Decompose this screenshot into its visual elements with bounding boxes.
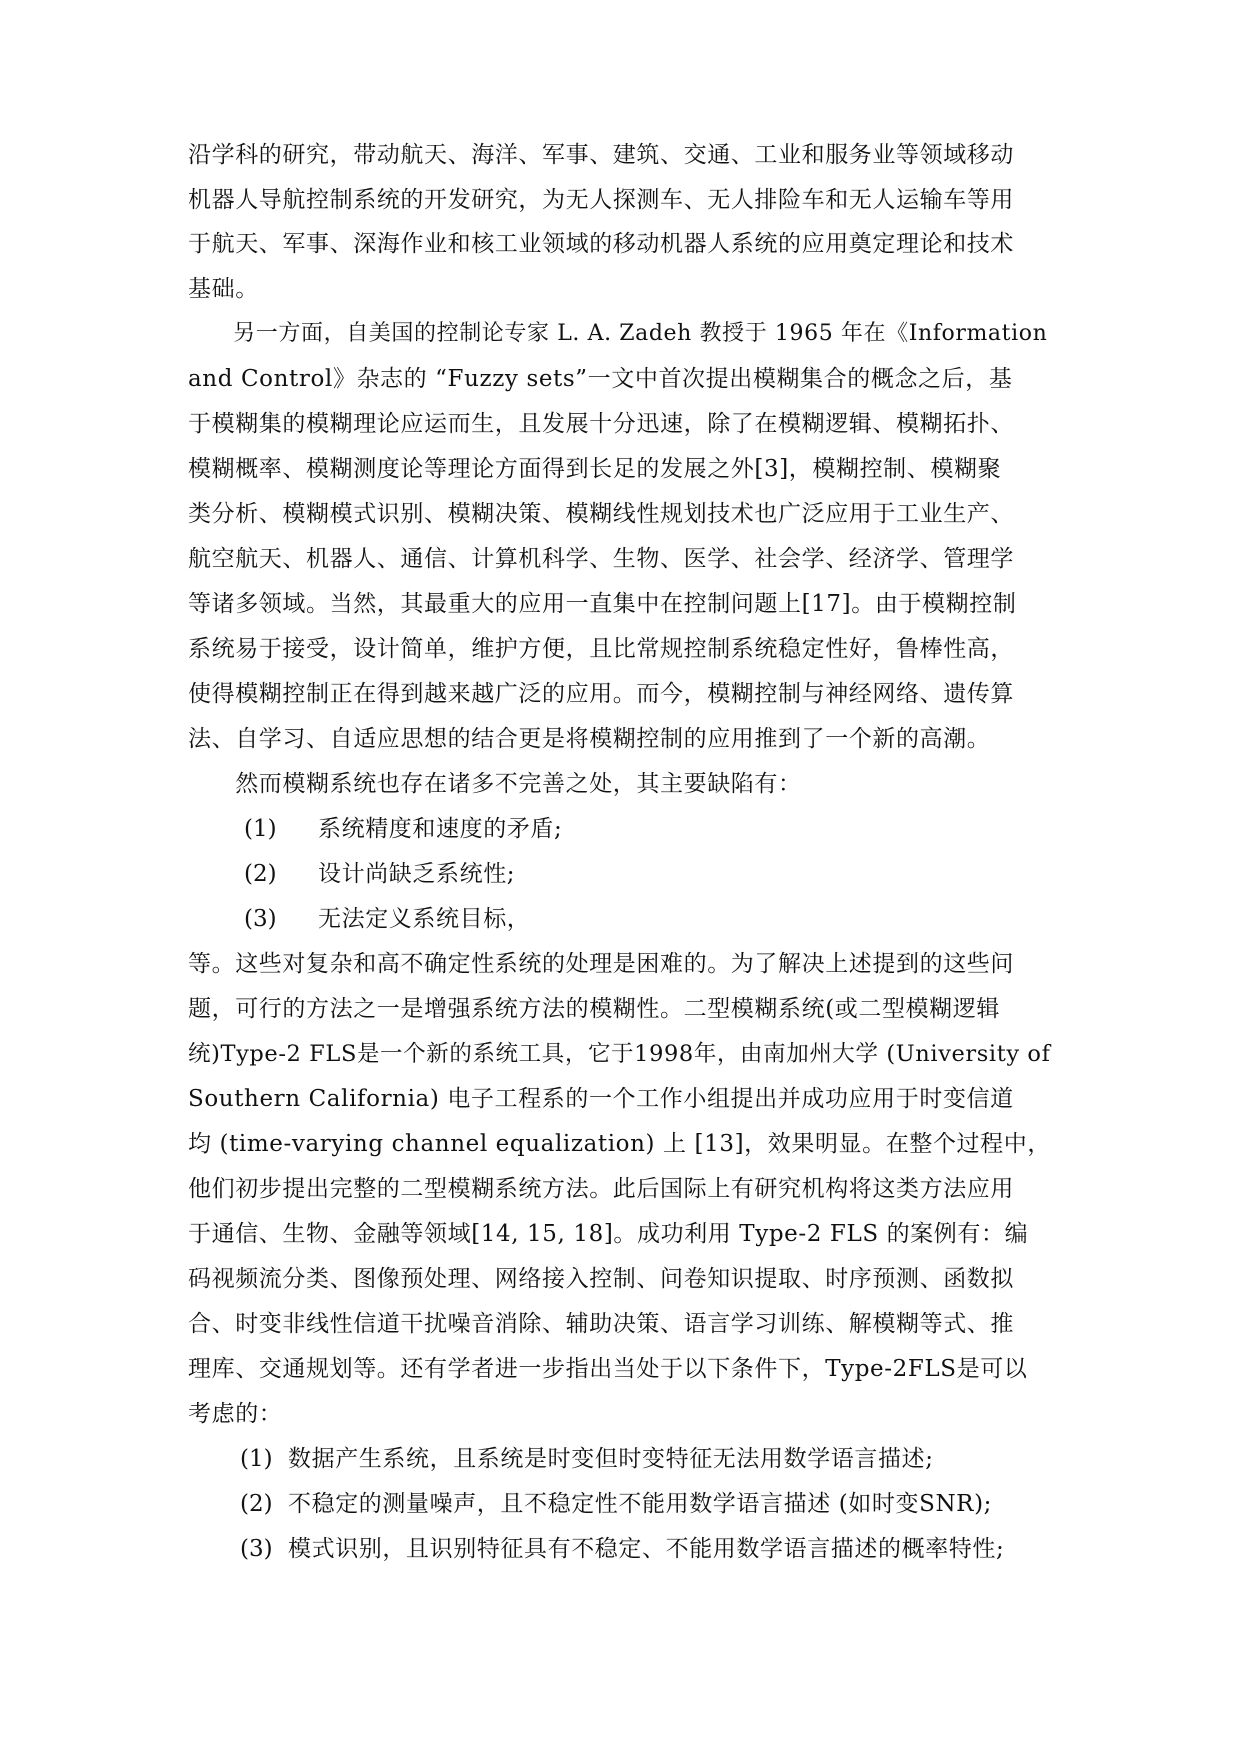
paragraph-4-line: 等。这些对复杂和高不确定性系统的处理是困难的。为了解决上述提到的这些问 xyxy=(188,951,1014,977)
paragraph-4-line: 考虑的： xyxy=(188,1401,283,1427)
paragraph-4-line: 理库、交通规划等。还有学者进一步指出当处于以下条件下，Type-2FLS是可以 xyxy=(188,1356,1028,1382)
paragraph-2-line: and Control》杂志的 “Fuzzy sets”一文中首次提出模糊集合的概念之后，基 xyxy=(188,366,1013,392)
paragraph-4-line: 统)Type-2 FLS是一个新的系统工具，它于1998年，由南加州大学 (University of xyxy=(188,1041,1051,1067)
paragraph-2-line: 系统易于接受，设计简单，维护方便，且比常规控制系统稳定性好，鲁棒性高， xyxy=(188,636,1014,662)
paragraph-4-line: 合、时变非线性信道干扰噪音消除、辅助决策、语言学习训练、解模糊等式、推 xyxy=(188,1311,1014,1337)
paragraph-1-line: 沿学科的研究，带动航天、海洋、军事、建筑、交通、工业和服务业等领域移动 xyxy=(188,142,1014,168)
paragraph-2-line: 航空航天、机器人、通信、计算机科学、生物、医学、社会学、经济学、管理学 xyxy=(188,546,1014,572)
defect-text: 设计尚缺乏系统性; xyxy=(318,861,516,887)
defect-number: (3) xyxy=(244,906,277,932)
paragraph-2-line: 类分析、模糊模式识别、模糊决策、模糊线性规划技术也广泛应用于工业生产、 xyxy=(188,501,1014,527)
condition-text: 数据产生系统，且系统是时变但时变特征无法用数学语言描述; xyxy=(288,1446,934,1472)
defect-text: 无法定义系统目标， xyxy=(318,906,531,932)
paragraph-1-line: 机器人导航控制系统的开发研究，为无人探测车、无人排险车和无人运输车等用 xyxy=(188,187,1014,213)
paragraph-4-line: 于通信、生物、金融等领域[14, 15, 18]。成功利用 Type-2 FLS 的案例有：编 xyxy=(188,1221,1029,1247)
paragraph-1-line: 基础。 xyxy=(188,276,259,302)
paragraph-4-line: 题，可行的方法之一是增强系统方法的模糊性。二型模糊系统(或二型模糊逻辑 xyxy=(188,996,1000,1022)
condition-text: 不稳定的测量噪声，且不稳定性不能用数学语言描述 (如时变SNR); xyxy=(288,1491,993,1517)
defect-number: (1) xyxy=(244,816,277,842)
paragraph-2-line: 模糊概率、模糊测度论等理论方面得到长足的发展之外[3]，模糊控制、模糊聚 xyxy=(188,456,1002,482)
paragraph-2-line: 等诸多领域。当然，其最重大的应用一直集中在控制问题上[17]。由于模糊控制 xyxy=(188,591,1017,617)
defect-text: 系统精度和速度的矛盾; xyxy=(318,816,563,842)
paragraph-2-line: 另一方面，自美国的控制论专家 L. A. Zadeh 教授于 1965 年在《Information xyxy=(188,321,1048,346)
paragraph-4-line: 他们初步提出完整的二型模糊系统方法。此后国际上有研究机构将这类方法应用 xyxy=(188,1176,1014,1202)
paragraph-2-line: 使得模糊控制正在得到越来越广泛的应用。而今，模糊控制与神经网络、遗传算 xyxy=(188,681,1014,707)
paragraph-2-line: 于模糊集的模糊理论应运而生，且发展十分迅速，除了在模糊逻辑、模糊拓扑、 xyxy=(188,411,1014,437)
paragraph-4-line: Southern California) 电子工程系的一个工作小组提出并成功应用于时变信道 xyxy=(188,1086,1014,1112)
condition-number: (3) xyxy=(240,1536,273,1562)
condition-number: (1) xyxy=(240,1446,273,1472)
paragraph-2-line: 法、自学习、自适应思想的结合更是将模糊控制的应用推到了一个新的高潮。 xyxy=(188,726,991,752)
paragraph-4-line: 均 (time-varying channel equalization) 上 [13]，效果明显。在整个过程中， xyxy=(188,1131,1051,1157)
paragraph-4-line: 码视频流分类、图像预处理、网络接入控制、问卷知识提取、时序预测、函数拟 xyxy=(188,1266,1014,1292)
paragraph-1-line: 于航天、军事、深海作业和核工业领域的移动机器人系统的应用奠定理论和技术 xyxy=(188,231,1014,257)
defect-number: (2) xyxy=(244,861,277,887)
paragraph-3-line: 然而模糊系统也存在诸多不完善之处，其主要缺陷有： xyxy=(188,771,802,797)
condition-text: 模式识别，且识别特征具有不稳定、不能用数学语言描述的概率特性; xyxy=(288,1536,1005,1562)
condition-number: (2) xyxy=(240,1491,273,1517)
